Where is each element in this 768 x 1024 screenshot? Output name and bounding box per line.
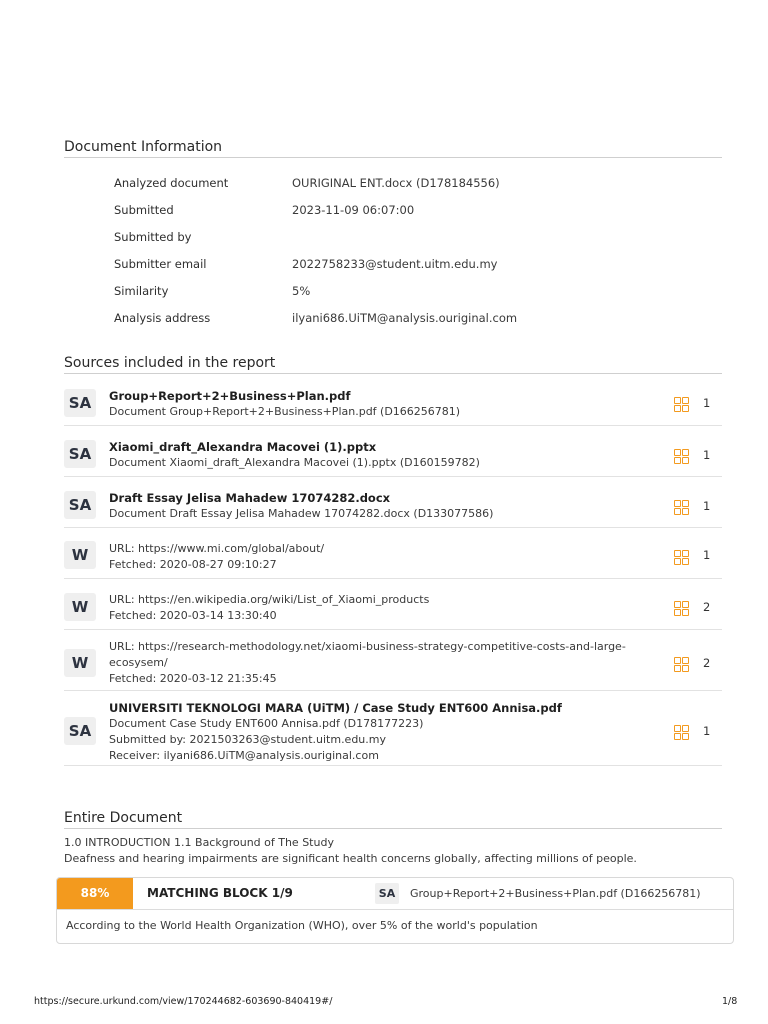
info-label: Submitted by: [114, 230, 192, 244]
source-item[interactable]: [64, 375, 722, 426]
sources-heading: Sources included in the report: [64, 355, 722, 374]
source-url[interactable]: URL: https://en.wikipedia.org/wiki/List_of_Xiaomi_products: [109, 593, 430, 606]
grid-icon[interactable]: [674, 500, 688, 514]
source-item[interactable]: [64, 527, 722, 579]
source-url[interactable]: URL: https://www.mi.com/global/about/: [109, 542, 325, 555]
grid-icon[interactable]: [674, 550, 688, 564]
info-value: 2023-11-09 06:07:00: [292, 203, 415, 217]
document-text-line: 1.0 INTRODUCTION 1.1 Background of The Study: [64, 836, 334, 849]
source-item[interactable]: [64, 578, 722, 630]
source-title[interactable]: UNIVERSITI TEKNOLOGI MARA (UiTM) / Case Study ENT600 Annisa.pdf: [109, 701, 562, 715]
source-receiver: Receiver: ilyani686.UiTM@analysis.ouriginal.com: [109, 749, 379, 762]
page-number: 1/8: [722, 996, 738, 1007]
grid-icon[interactable]: [674, 397, 688, 411]
source-badge: SA: [64, 717, 96, 745]
source-match-count: 1: [703, 499, 711, 513]
matched-text: According to the World Health Organization (WHO), over 5% of the world's population: [66, 919, 538, 932]
divider: [57, 909, 733, 910]
source-badge: W: [64, 649, 96, 677]
source-detail: Document Draft Essay Jelisa Mahadew 17074282.docx (D133077586): [109, 507, 494, 520]
source-badge: W: [64, 541, 96, 569]
info-label: Analysis address: [114, 311, 211, 325]
document-information-heading: Document Information: [64, 139, 722, 158]
source-fetched: Fetched: 2020-03-14 13:30:40: [109, 609, 277, 622]
source-match-count: 2: [703, 600, 711, 614]
source-url[interactable]: URL: https://research-methodology.net/xiaomi-business-strategy-competitive-costs-and-large-: [109, 640, 626, 653]
source-item[interactable]: [64, 629, 722, 691]
source-fetched: Fetched: 2020-08-27 09:10:27: [109, 558, 277, 571]
source-title[interactable]: Draft Essay Jelisa Mahadew 17074282.docx: [109, 491, 391, 505]
grid-icon[interactable]: [674, 725, 688, 739]
source-detail: Document Xiaomi_draft_Alexandra Macovei (1).pptx (D160159782): [109, 456, 480, 469]
source-submitted-by: Submitted by: 2021503263@student.uitm.edu.my: [109, 733, 387, 746]
source-item[interactable]: [64, 425, 722, 477]
matching-block-label: MATCHING BLOCK 1/9: [147, 886, 293, 900]
source-match-count: 1: [703, 724, 711, 738]
info-value: OURIGINAL ENT.docx (D178184556): [292, 176, 500, 190]
document-text-line: Deafness and hearing impairments are significant health concerns globally, affecting millions of people.: [64, 852, 637, 865]
match-source-name[interactable]: Group+Report+2+Business+Plan.pdf (D166256781): [410, 887, 701, 900]
source-title[interactable]: Group+Report+2+Business+Plan.pdf: [109, 389, 351, 403]
source-badge: SA: [64, 491, 96, 519]
match-percentage-badge: 88%: [57, 878, 133, 909]
info-label: Submitted: [114, 203, 174, 217]
info-label: Similarity: [114, 284, 169, 298]
source-match-count: 1: [703, 448, 711, 462]
grid-icon[interactable]: [674, 601, 688, 615]
entire-document-heading: Entire Document: [64, 810, 722, 829]
source-detail: Document Group+Report+2+Business+Plan.pdf (D166256781): [109, 405, 461, 418]
footer-url: https://secure.urkund.com/view/170244682-603690-840419#/: [34, 996, 333, 1007]
matching-block[interactable]: [56, 877, 734, 944]
info-value: 2022758233@student.uitm.edu.my: [292, 257, 498, 271]
info-label: Submitter email: [114, 257, 207, 271]
source-item[interactable]: [64, 690, 722, 766]
info-value: ilyani686.UiTM@analysis.ouriginal.com: [292, 311, 518, 325]
source-url-continued[interactable]: ecosysem/: [109, 656, 168, 669]
grid-icon[interactable]: [674, 449, 688, 463]
source-match-count: 2: [703, 656, 711, 670]
source-detail: Document Case Study ENT600 Annisa.pdf (D178177223): [109, 717, 424, 730]
grid-icon[interactable]: [674, 657, 688, 671]
source-badge: SA: [64, 389, 96, 417]
source-fetched: Fetched: 2020-03-12 21:35:45: [109, 672, 277, 685]
source-badge: W: [64, 593, 96, 621]
info-value: 5%: [292, 284, 311, 298]
source-match-count: 1: [703, 548, 711, 562]
source-match-count: 1: [703, 396, 711, 410]
source-title[interactable]: Xiaomi_draft_Alexandra Macovei (1).pptx: [109, 440, 377, 454]
source-item[interactable]: [64, 476, 722, 528]
info-label: Analyzed document: [114, 176, 229, 190]
source-badge: SA: [64, 440, 96, 468]
match-source-badge: SA: [375, 883, 399, 904]
